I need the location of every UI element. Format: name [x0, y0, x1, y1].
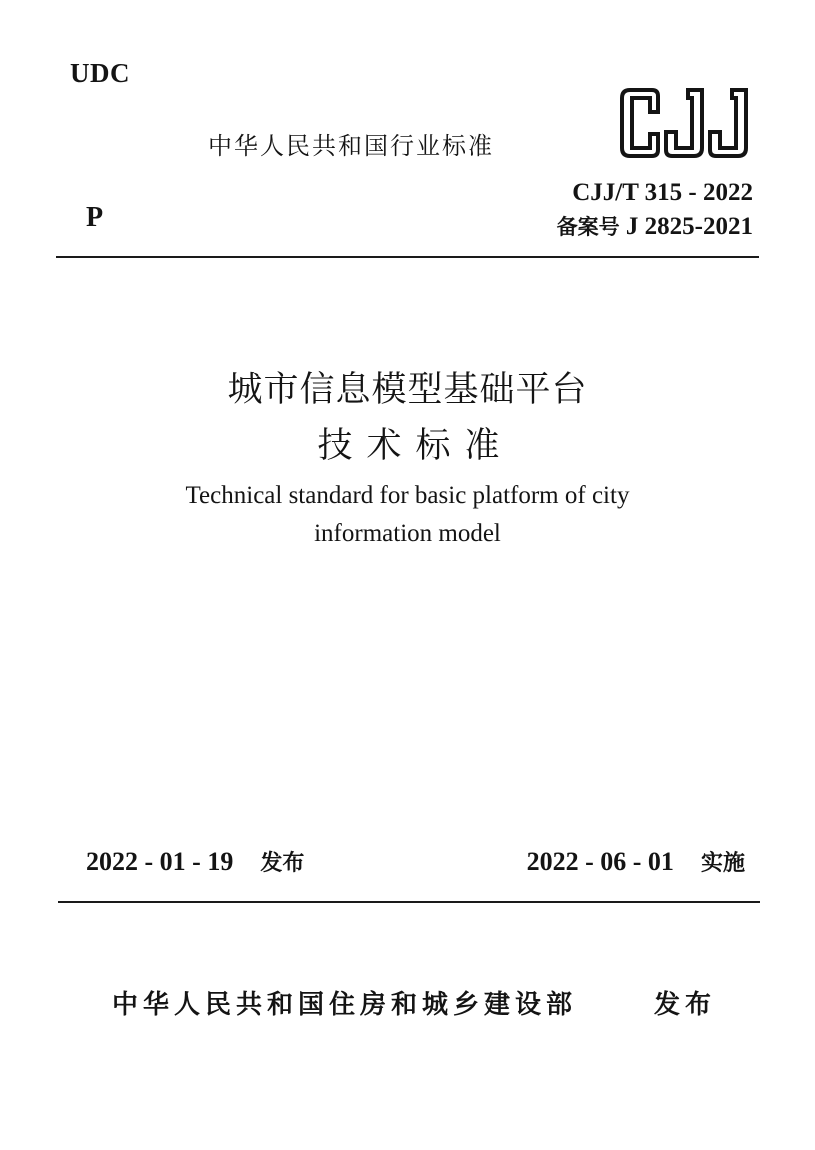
classification-code: P	[86, 202, 104, 233]
record-number: J 2825-2021	[625, 213, 753, 240]
issuing-action: 发布	[654, 990, 717, 1020]
publish-label: 发布	[260, 851, 305, 876]
title-english-line1: Technical standard for basic platform of city	[185, 482, 630, 509]
standard-code: CJJ/T 315 - 2022	[572, 179, 753, 206]
logo-letter-j2	[708, 88, 748, 158]
udc-label: UDC	[70, 58, 130, 88]
top-divider	[56, 256, 759, 258]
industry-standard-heading: 中华人民共和国行业标准	[208, 132, 494, 160]
cjj-logo	[614, 84, 752, 162]
publish-date-line	[86, 846, 304, 877]
record-number-line	[557, 210, 753, 244]
bottom-divider	[58, 901, 760, 903]
effective-label: 实施	[700, 851, 745, 876]
title-chinese-line1: 城市信息模型基础平台	[227, 370, 588, 410]
standard-code-block	[557, 176, 753, 244]
title-chinese-line2: 技术标准	[317, 426, 514, 466]
effective-date-line	[527, 846, 745, 877]
logo-letter-c	[620, 88, 660, 158]
record-label: 备案号	[556, 215, 620, 239]
title-english-line2: information model	[314, 520, 501, 547]
publish-date: 2022 - 01 - 19	[86, 847, 234, 876]
issuing-authority: 中华人民共和国住房和城乡建设部	[112, 990, 578, 1020]
logo-letter-j1	[664, 88, 704, 158]
effective-date: 2022 - 06 - 01	[526, 847, 674, 876]
